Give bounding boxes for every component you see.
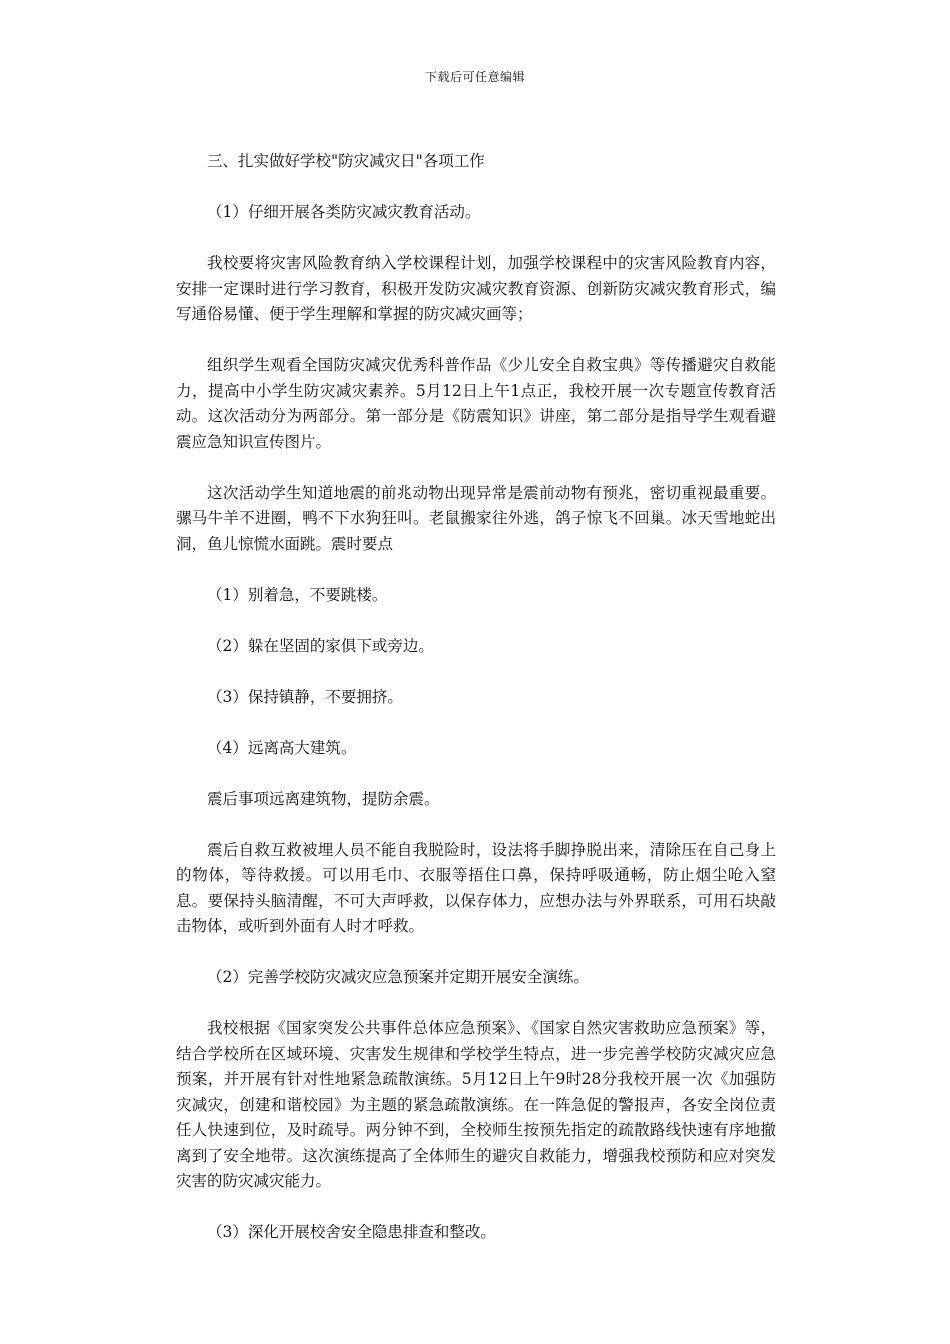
tip-4: （4）远离高大建筑。: [207, 738, 357, 757]
item-heading-3: （3）深化开展校舍安全隐患排查和整改。: [207, 1223, 496, 1241]
page-header-note: 下载后可任意编辑: [424, 70, 525, 84]
section-heading: 三、扎实做好学校"防灾减灾日"各项工作: [207, 152, 485, 170]
paragraph-4: 震后事项远离建筑物，提防余震。: [207, 789, 440, 808]
document-body: [176, 149, 776, 1271]
paragraph-2: 组织学生观看全国防灾减灾优秀科普作品《少儿安全自救宝典》等传播避灾自救能力，提高中小学生防灾减灾素养。5月12日上午1点正，我校开展一次专题宣传教育活动。这次活动分为两部分。第一部分是《防震知识》讲座，第二部分是指导学生观看避震应急知识宣传图片。: [176, 356, 776, 451]
item-heading-2: （2）完善学校防灾减灾应急预案并定期开展安全演练。: [207, 968, 589, 986]
paragraph-1: 我校要将灾害风险教育纳入学校课程计划，加强学校课程中的灾害风险教育内容，安排一定课时进行学习教育，积极开发防灾减灾教育资源、创新防灾减灾教育形式，编写通俗易懂、便于学生理解和掌握的防灾减灾画等；: [176, 254, 776, 323]
tip-3: （3）保持镇静，不要拥挤。: [207, 687, 403, 706]
item-heading-1: （1）仔细开展各类防灾减灾教育活动。: [207, 203, 481, 221]
paragraph-6: 我校根据《国家突发公共事件总体应急预案》、《国家自然灾害救助应急预案》等，结合学校所在区域环境、灾害发生规律和学校学生特点，进一步完善学校防灾减灾应急预案，并开展有针对性地紧急疏散演练。5月12日上午9时28分我校开展一次《加强防灾减灾，创建和谐校园》为主题的紧急疏散演练。在一阵急促的警报声，各安全岗位责任人快速到位，及时疏导。两分钟不到，全校师生按预先指定的疏散路线快速有序地撤离到了安全地带。这次演练提高了全体师生的避灾自救能力，增强我校预防和应对突发灾害的防灾减灾能力。: [176, 1019, 776, 1190]
paragraph-5: 震后自救互救被埋人员不能自我脱险时，设法将手脚挣脱出来，清除压在自己身上的物体，等待救援。可以用毛巾、衣服等捂住口鼻，保持呼吸通畅，防止烟尘呛入窒息。要保持头脑清醒，不可大声呼救，以保存体力，应想办法与外界联系，可用石块敲击物体，或听到外面有人时才呼救。: [176, 840, 776, 935]
tip-1: （1）别着急，不要跳楼。: [207, 585, 388, 604]
paragraph-3: 这次活动学生知道地震的前兆动物出现异常是震前动物有预兆，密切重视最重要。骡马牛羊不进圈，鸭不下水狗狂叫。老鼠搬家往外逃，鸽子惊飞不回巢。冰天雪地蛇出洞，鱼儿惊慌水面跳。震时要点: [176, 483, 776, 553]
tip-2: （2）躲在坚固的家俱下或旁边。: [207, 636, 434, 655]
